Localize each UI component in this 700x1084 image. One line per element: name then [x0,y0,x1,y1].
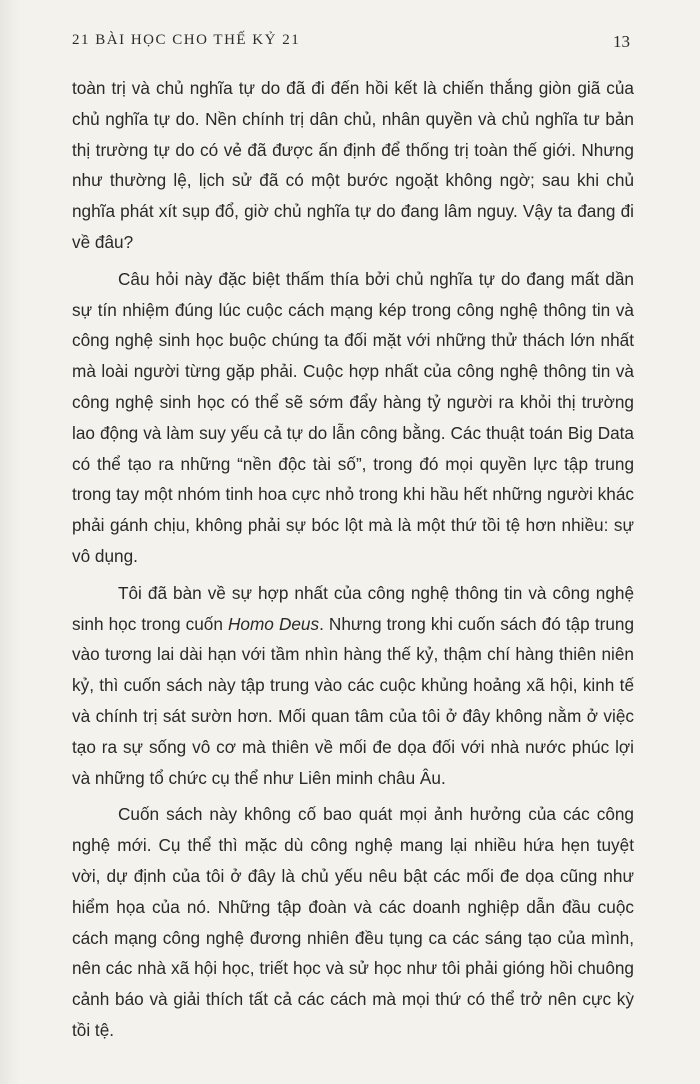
paragraph-1: toàn trị và chủ nghĩa tự do đã đi đến hồi kết là chiến thắng giòn giã của chủ nghĩa tự do. Nền chính trị dân chủ, nhân quyền và chủ nghĩa tư bản thị trường tự do có vẻ đã được ấn định để thống trị toàn thế giới. Nhưng như thường lệ, lịch sử đã có một bước ngoặt không ngờ; sau khi chủ nghĩa phát xít sụp đổ, giờ chủ nghĩa tự do đang lâm nguy. Vậy ta đang đi về đâu? [72,78,634,252]
running-title: 21 BÀI HỌC CHO THẾ KỶ 21 [72,32,301,48]
body-text [72,73,634,1046]
running-header [72,32,630,56]
paragraph-4: Cuốn sách này không cố bao quát mọi ảnh hưởng của các công nghệ mới. Cụ thể thì mặc dù công nghệ mang lại nhiều hứa hẹn tuyệt vời, dự định của tôi ở đây là chủ yếu nêu bật các mối đe dọa cũng như hiểm họa của nó. Những tập đoàn và các doanh nghiệp dẫn đầu cuộc cách mạng công nghệ đương nhiên đều tụng ca các sáng tạo của mình, nên các nhà xã hội học, triết học và sử học như tôi phải gióng hồi chuông cảnh báo và giải thích tất cả các cách mà mọi thứ có thể trở nên cực kỳ tồi tệ. [72,804,634,1040]
book-title: Homo Deus [228,613,320,634]
page-number: 13 [613,32,630,51]
paragraph-3-text-after: . Nhưng trong khi cuốn sách đó tập trung vào tương lai dài hạn với tầm nhìn hàng thế kỷ, thậm chí hàng thiên niên kỷ, thì cuốn sách này tập trung vào các cuộc khủng hoảng xã hội, kinh tế và chính trị sát sườn hơn. Mối quan tâm của tôi ở đây không nằm ở việc tạo ra sự sống vô cơ mà thiên về mối đe dọa đối với nhà nước phúc lợi và những tổ chức cụ thể như Liên minh châu Âu. [72,613,635,788]
paragraph-3-text-before: Tôi đã bàn về sự hợp nhất của công nghệ thông tin và công nghệ sinh học trong cuốn [72,582,634,634]
paragraph-3 [72,578,634,794]
paragraph-2: Câu hỏi này đặc biệt thấm thía bởi chủ nghĩa tự do đang mất dần sự tín nhiệm đúng lúc cuộc cách mạng kép trong công nghệ thông tin và công nghệ sinh học buộc chúng ta đối mặt với những thử thách lớn nhất mà loài người từng gặp phải. Cuộc hợp nhất của công nghệ thông tin và công nghệ sinh học có thể sẽ sớm đẩy hàng tỷ người ra khỏi thị trường lao động và làm suy yếu cả tự do lẫn công bằng. Các thuật toán Big Data có thể tạo ra những “nền độc tài số”, trong đó mọi quyền lực tập trung trong tay một nhóm tinh hoa cực nhỏ trong khi hầu hết những người khác phải gánh chịu, không phải sự bóc lột mà là một thứ tồi tệ hơn nhiều: sự vô dụng. [72,268,634,566]
